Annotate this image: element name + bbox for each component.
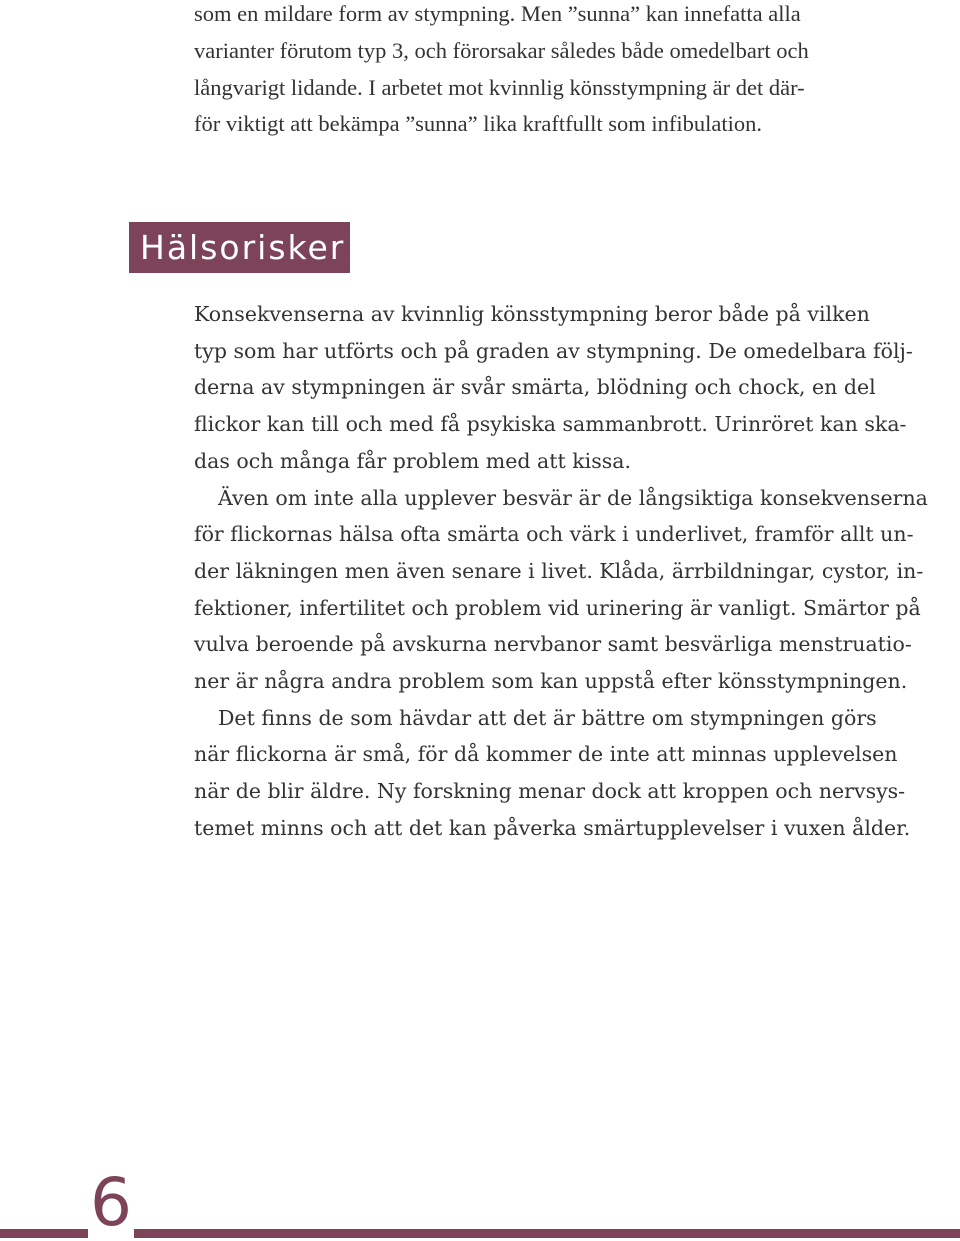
text-line: långvarigt lidande. I arbetet mot kvinnlig könsstympning är det där- — [194, 74, 805, 100]
text-line: när flickorna är små, för då kommer de inte att minnas upplevelsen — [194, 742, 898, 767]
section-heading: Hälsorisker — [129, 222, 350, 273]
text-line: för viktigt att bekämpa ”sunna” lika kraftfullt som infibulation. — [194, 111, 762, 137]
intro-paragraph — [194, 0, 894, 143]
text-line: Även om inte alla upplever besvär är de långsiktiga konsekvenserna — [218, 485, 928, 510]
text-line: fektioner, infertilitet och problem vid urinering är vanligt. Smärtor på — [194, 595, 921, 620]
text-line: för flickornas hälsa ofta smärta och värk i underlivet, framför allt un- — [194, 522, 914, 547]
text-line: typ som har utförts och på graden av stympning. De omedelbara följ- — [194, 338, 913, 363]
text-line: som en mildare form av stympning. Men ”sunna” kan innefatta alla — [194, 1, 801, 26]
page-number: 6 — [90, 1164, 132, 1241]
text-line: derna av stympningen är svår smärta, blödning och chock, en del — [194, 375, 876, 400]
text-line: när de blir äldre. Ny forskning menar dock att kroppen och nervsys- — [194, 779, 906, 804]
text-line: temet minns och att det kan påverka smärtupplevelser i vuxen ålder. — [194, 815, 911, 840]
text-line: Konsekvenserna av kvinnlig könsstympning beror både på vilken — [194, 302, 870, 326]
body-text — [194, 296, 928, 847]
text-line: vulva beroende på avskurna nervbanor samt besvärliga menstruatio- — [194, 632, 912, 657]
text-line: flickor kan till och med få psykiska sammanbrott. Urinröret kan ska- — [194, 412, 907, 437]
text-line: varianter förutom typ 3, och förorsakar således både omedelbart och — [194, 37, 809, 63]
text-line: das och många får problem med att kissa. — [194, 448, 631, 473]
text-line: Det finns de som hävdar att det är bättre om stympningen görs — [218, 705, 877, 730]
footer-rule — [0, 1229, 960, 1238]
text-line: der läkningen men även senare i livet. Klåda, ärrbildningar, cystor, in- — [194, 558, 924, 583]
text-line: ner är några andra problem som kan uppstå efter könsstympningen. — [194, 669, 908, 694]
